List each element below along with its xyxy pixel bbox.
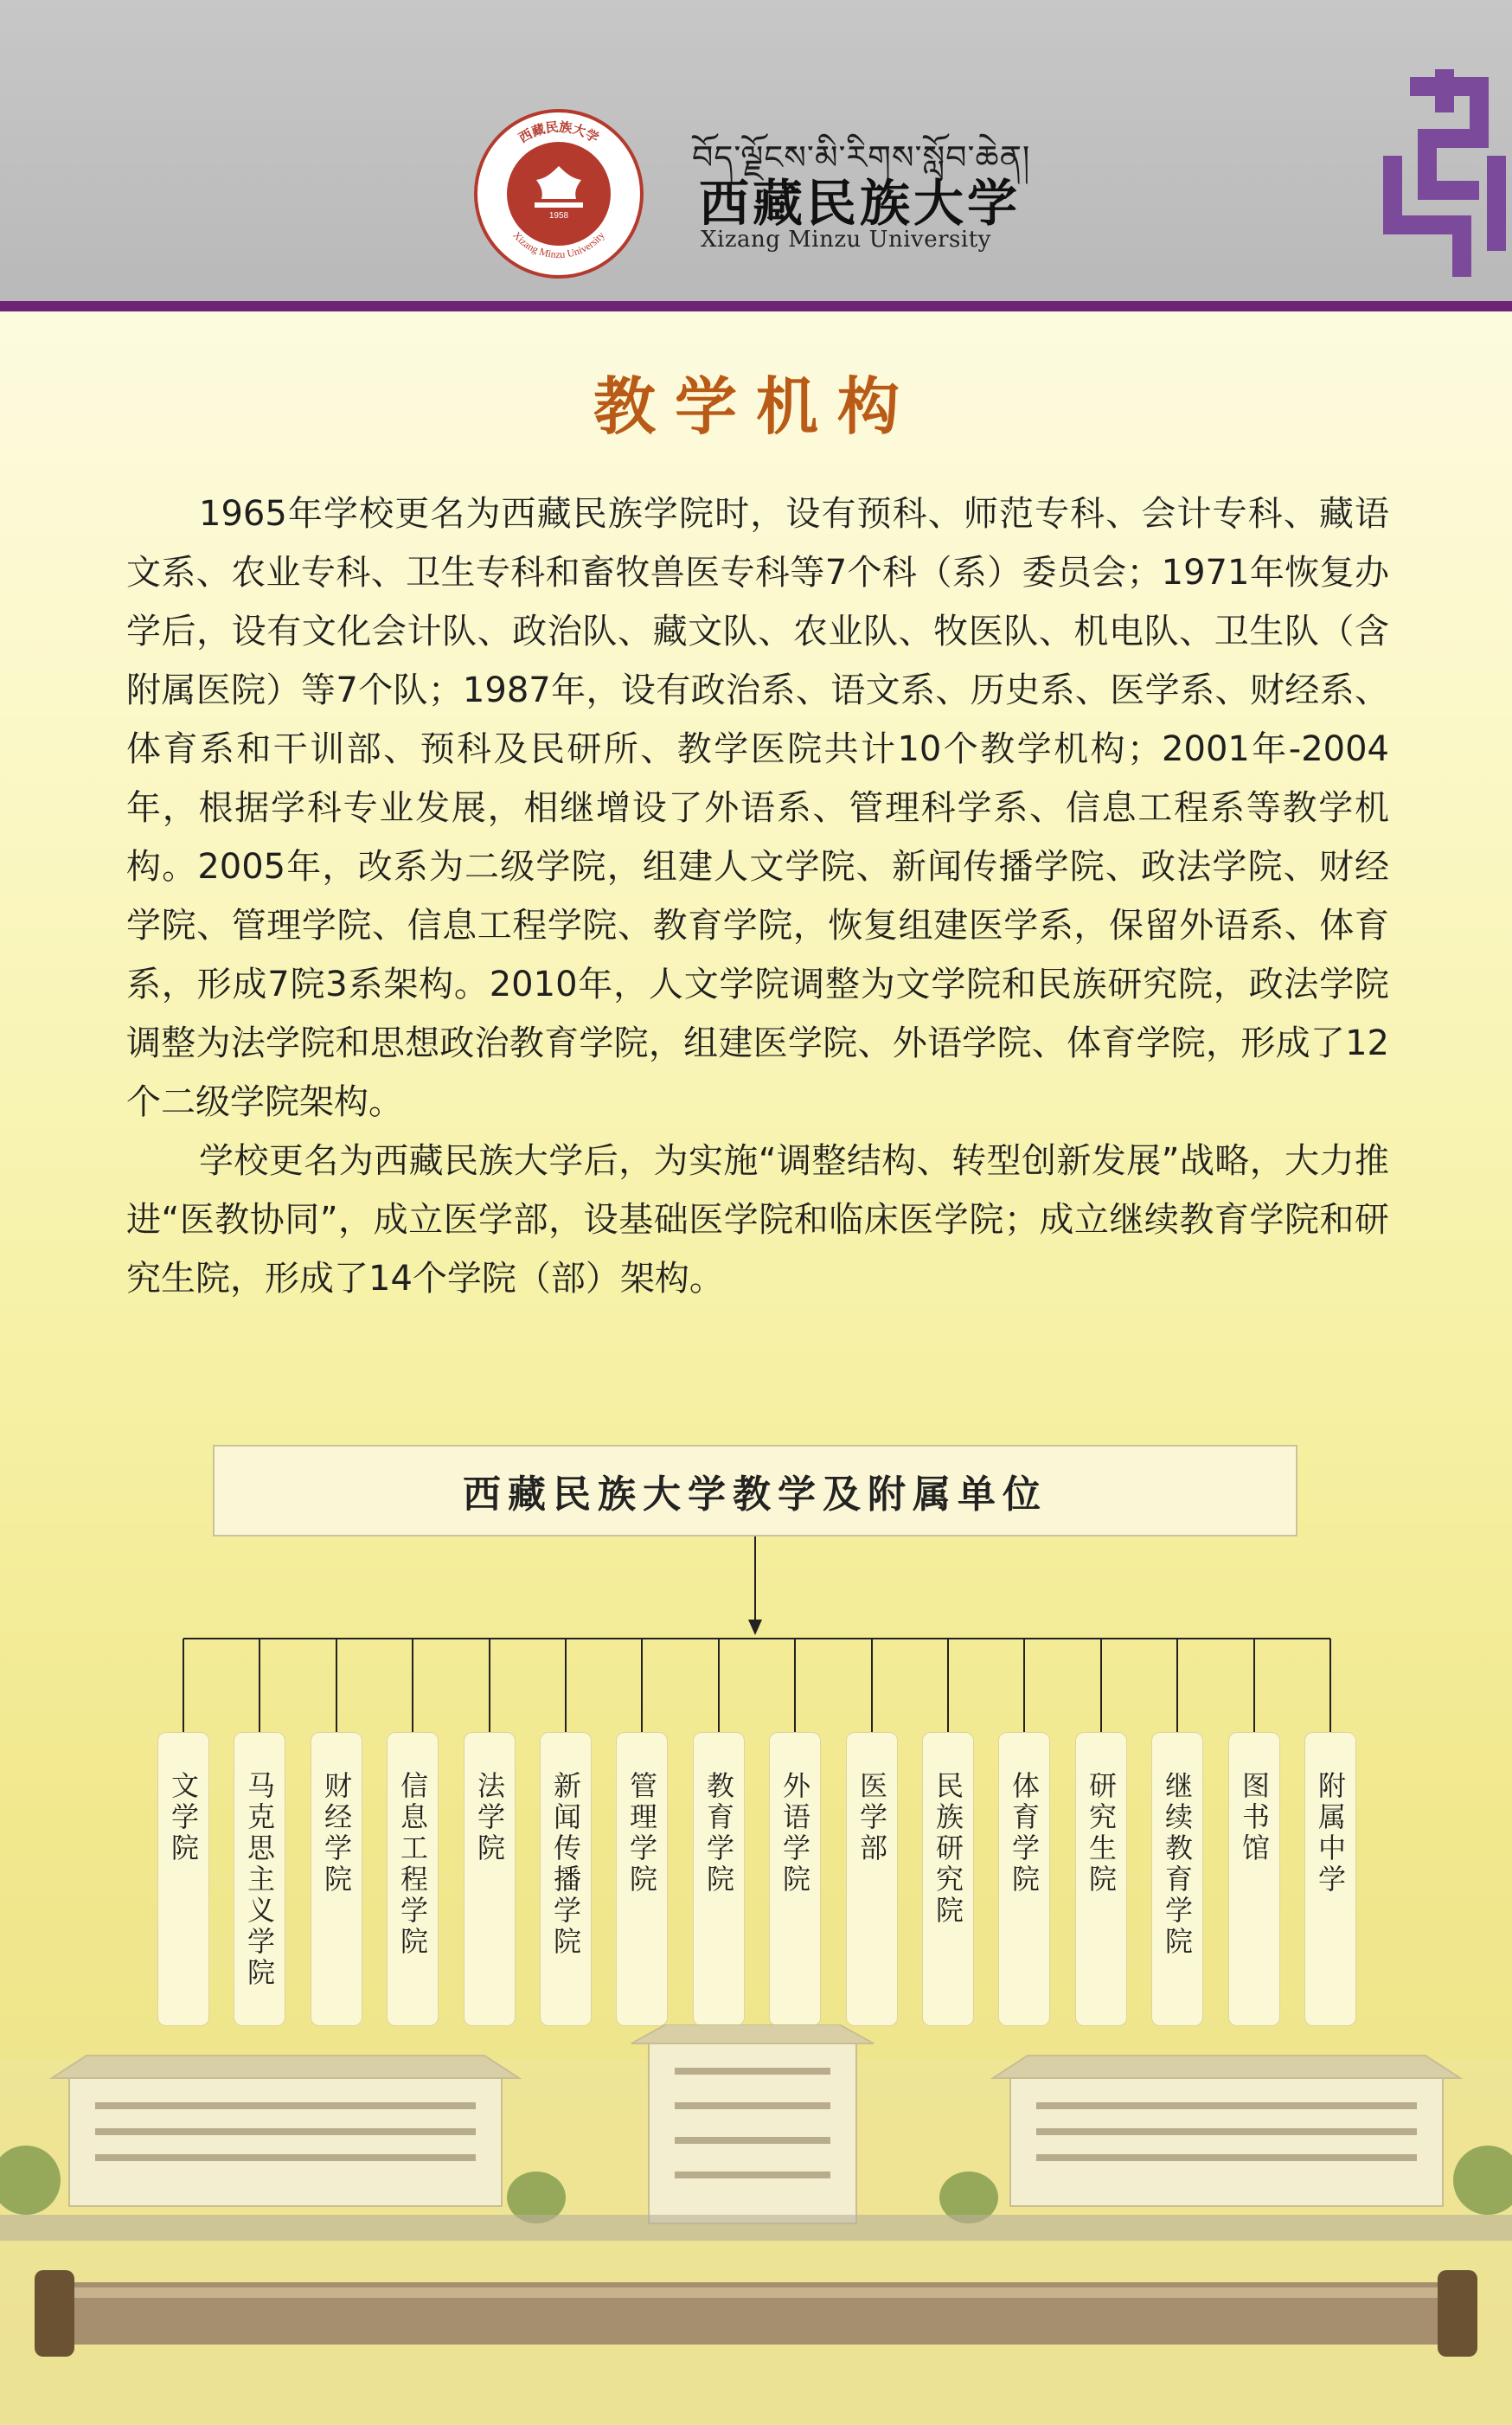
university-name-chinese: 西藏民族大学 (699, 174, 1022, 233)
org-unit-label: 研究生院 (1085, 1771, 1118, 1896)
org-unit-box (157, 1732, 209, 2026)
org-unit-label: 附属中学 (1314, 1771, 1347, 1896)
org-unit-label: 体育学院 (1008, 1771, 1041, 1896)
org-unit-label: 法学院 (473, 1771, 506, 1864)
endless-knot-ornament (1375, 52, 1512, 303)
seal-emblem (507, 142, 611, 246)
org-unit-box (1151, 1732, 1203, 2026)
scroll-ornament (35, 2265, 1477, 2362)
org-unit-box (1228, 1732, 1280, 2026)
org-unit-box (464, 1732, 516, 2026)
org-unit-label: 财经学院 (320, 1771, 353, 1896)
org-unit-box (1304, 1732, 1356, 2026)
university-seal-logo (474, 109, 644, 279)
org-unit-label: 管理学院 (625, 1771, 658, 1896)
org-unit-box (616, 1732, 668, 2026)
org-unit-box (387, 1732, 439, 2026)
org-unit-label: 文学院 (167, 1771, 200, 1864)
seal-text-cn: 西藏民族大学 (516, 120, 601, 146)
org-unit-box (311, 1732, 362, 2026)
org-unit-box (234, 1732, 285, 2026)
org-unit-label: 民族研究院 (932, 1771, 964, 1927)
org-unit-box (846, 1732, 898, 2026)
org-unit-label: 外语学院 (778, 1771, 811, 1896)
org-unit-box (1075, 1732, 1127, 2026)
org-unit-label: 图书馆 (1238, 1771, 1271, 1864)
history-text (126, 484, 1389, 1308)
university-name-english: Xizang Minzu University (701, 227, 991, 253)
seal-year: 1958 (548, 211, 569, 221)
org-unit-box (998, 1732, 1050, 2026)
header-divider (0, 301, 1512, 311)
org-chart-root: 西藏民族大学教学及附属单位 (213, 1445, 1297, 1536)
org-unit-label: 继续教育学院 (1161, 1771, 1194, 1958)
org-unit-label: 马克思主义学院 (243, 1771, 276, 1989)
org-unit-label: 教育学院 (702, 1771, 735, 1896)
history-paragraph-2: 学校更名为西藏民族大学后，为实施“调整结构、转型创新发展”战略，大力推进“医教协同”，成立医学部，设基础医学院和临床医学院；成立继续教育学院和研究生院，形成了14个学院（部）架构。 (126, 1141, 1389, 1299)
org-unit-label: 新闻传播学院 (549, 1771, 582, 1958)
org-unit-label: 医学部 (855, 1771, 888, 1864)
org-unit-box (922, 1732, 974, 2026)
org-unit-box (540, 1732, 592, 2026)
org-unit-label: 信息工程学院 (396, 1771, 429, 1958)
campus-illustration (0, 2024, 1512, 2425)
header-band (0, 0, 1512, 301)
org-unit-box (769, 1732, 821, 2026)
org-unit-box (693, 1732, 745, 2026)
university-name-tibetan: བོད་ལྗོངས་མི་རིགས་སློབ་ཆེན། (692, 138, 1031, 176)
history-paragraph-1: 1965年学校更名为西藏民族学院时，设有预科、师范专科、会计专科、藏语文系、农业专科、卫生专科和畜牧兽医专科等7个科（系）委员会；1971年恢复办学后，设有文化会计队、政治队、藏文队、农业队、牧医队、机电队、卫生队（含附属医院）等7个队；1987年，设有政治系、语文系、历史系、医学系、财经系、体育系和干训部、预科及民研所、教学医院共计10个教学机构；2001年-2004年，根据学科专业发展，相继增设了外语系、管理科学系、信息工程系等教学机构。2005年，改系为二级学院，组建人文学院、新闻传播学院、政法学院、财经学院、管理学院、信息工程学院、教育学院，恢复组建医学系，保留外语系、体育系，形成7院3系架构。2010年，人文学院调整为文学院和民族研究院，政法学院调整为法学院和思想政治教育学院，组建医学院、外语学院、体育学院，形成了12个二级学院架构。 (126, 494, 1389, 1122)
page-title: 教学机构 (593, 370, 919, 443)
seal-text-en: Xizang Minzu University (510, 228, 607, 261)
